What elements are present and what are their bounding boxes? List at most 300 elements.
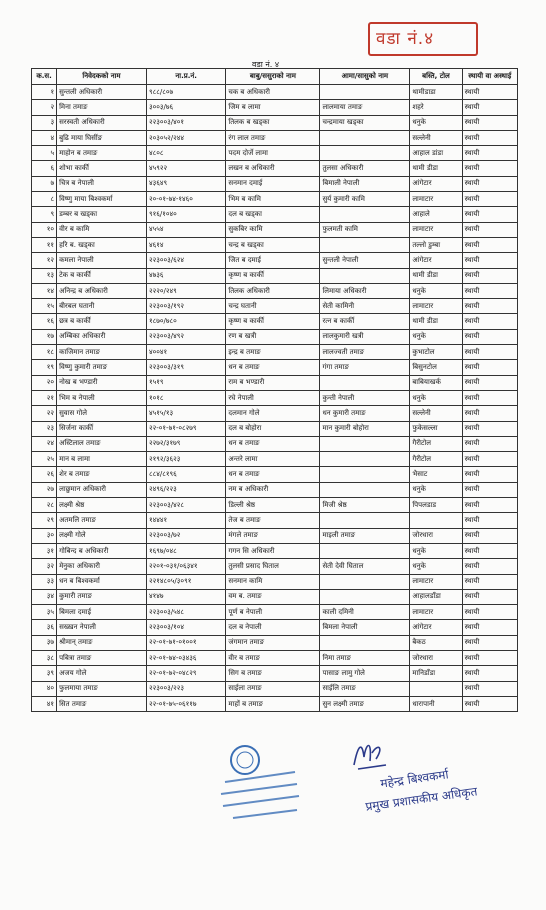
- table-row: [32, 390, 518, 405]
- table-cell: स्थायी: [462, 222, 517, 237]
- table-cell: स्थायी: [462, 513, 517, 528]
- table-cell: स्थायी: [462, 436, 517, 451]
- table-row: [32, 161, 518, 176]
- table-cell: शहरे: [410, 100, 462, 115]
- table-cell: छत्र ब कार्की: [57, 314, 147, 329]
- table-cell: रघे नेपाली: [226, 390, 320, 405]
- table-row: [32, 360, 518, 375]
- table-row: [32, 207, 518, 222]
- ward-stamp: [368, 22, 478, 56]
- table-cell: सुकबिर कामि: [226, 222, 320, 237]
- table-cell: २६: [32, 467, 57, 482]
- table-cell: चन्द्रमाया खड्का: [320, 115, 410, 130]
- table-cell: [320, 452, 410, 467]
- table-cell: २४९६/२२३: [146, 482, 225, 497]
- table-heading: वडा नं. ४: [252, 60, 280, 69]
- table-row: [32, 436, 518, 451]
- table-cell: स्थायी: [462, 253, 517, 268]
- table-row: [32, 222, 518, 237]
- table-cell: धन ब तमाङ: [226, 436, 320, 451]
- table-cell: ६: [32, 161, 57, 176]
- table-cell: [320, 467, 410, 482]
- table-cell: बिमला दमाई: [57, 605, 147, 620]
- table-cell: स्थायी: [462, 559, 517, 574]
- table-row: [32, 345, 518, 360]
- table-cell: स्थायी: [462, 375, 517, 390]
- table-cell: लामाटार: [410, 299, 462, 314]
- table-cell: २२३००३/३१९: [146, 360, 225, 375]
- table-cell: पबित्रा तमाङ: [57, 650, 147, 665]
- table-cell: स्थायी: [462, 85, 517, 100]
- table-cell: गगन सि अधिकारी: [226, 543, 320, 558]
- table-cell: २१: [32, 390, 57, 405]
- table-cell: स्थायी: [462, 467, 517, 482]
- table-cell: १९: [32, 360, 57, 375]
- table-cell: चक ब अधिकारी: [226, 85, 320, 100]
- table-cell: २५: [32, 452, 57, 467]
- table-cell: रंग लाल तमाङ: [226, 130, 320, 145]
- table-cell: जोरधारा: [410, 528, 462, 543]
- table-cell: सित तमाङ: [57, 696, 147, 711]
- table-row: [32, 635, 518, 650]
- table-cell: पदम दोर्जे लामा: [226, 146, 320, 161]
- table-cell: थामी डीडा: [410, 314, 462, 329]
- table-row: [32, 406, 518, 421]
- table-cell: ३२: [32, 559, 57, 574]
- table-cell: लाछुमान अधिकारी: [57, 482, 147, 497]
- table-row: [32, 192, 518, 207]
- table-cell: स्थायी: [462, 299, 517, 314]
- table-cell: जंगमान तमाङ: [226, 635, 320, 650]
- table-cell: बिसुनटोल: [410, 360, 462, 375]
- table-cell: धनुके: [410, 329, 462, 344]
- table-cell: १३: [32, 268, 57, 283]
- table-cell: [320, 574, 410, 589]
- table-cell: सेती कामिनी: [320, 299, 410, 314]
- table-cell: भिम ब नेपाली: [57, 390, 147, 405]
- table-cell: तुलसी प्रसाद घिताल: [226, 559, 320, 574]
- table-cell: [320, 375, 410, 390]
- table-cell: आहाल डांडा: [410, 146, 462, 161]
- table-cell: रण ब खत्री: [226, 329, 320, 344]
- table-cell: [320, 130, 410, 145]
- table-cell: ३७: [32, 635, 57, 650]
- table-cell: निमा तमाङ: [320, 650, 410, 665]
- table-row: [32, 375, 518, 390]
- table-cell: चित्र ब नेपाली: [57, 176, 147, 191]
- table-cell: लखन ब अधिकारी: [226, 161, 320, 176]
- table-cell: डम्बर ब खड्का: [57, 207, 147, 222]
- table-cell: आहाले: [410, 207, 462, 222]
- table-cell: ११: [32, 237, 57, 252]
- table-cell: २०-०१-७४-१४६०: [146, 192, 225, 207]
- table-cell: आहालडाँडा: [410, 589, 462, 604]
- table-cell: सुवास गोले: [57, 406, 147, 421]
- table-cell: [320, 237, 410, 252]
- table-cell: २२३००३/१०४: [146, 620, 225, 635]
- table-cell: स्थायी: [462, 650, 517, 665]
- column-header: बाबु/ससुराको नाम: [226, 69, 320, 85]
- municipality-seal: [205, 732, 315, 842]
- table-cell: लिमाया अधिकारी: [320, 283, 410, 298]
- column-header: बस्ति, टोल: [410, 69, 462, 85]
- table-cell: स्थायी: [462, 283, 517, 298]
- table-cell: स्थायी: [462, 589, 517, 604]
- table-cell: स्थायी: [462, 237, 517, 252]
- table-cell: [320, 85, 410, 100]
- table-cell: ३६: [32, 620, 57, 635]
- table-cell: सिर्जना कार्की: [57, 421, 147, 436]
- table-row: [32, 253, 518, 268]
- table-cell: [320, 482, 410, 497]
- table-cell: दल ब बोहोरा: [226, 421, 320, 436]
- table-cell: ३०: [32, 528, 57, 543]
- table-cell: ४०: [32, 681, 57, 696]
- table-cell: स्थायी: [462, 406, 517, 421]
- table-cell: २२-०१-७१-०८२७९: [146, 421, 225, 436]
- table-row: [32, 467, 518, 482]
- table-cell: स्थायी: [462, 146, 517, 161]
- column-header: निवेदकको नाम: [57, 69, 147, 85]
- table-cell: २२३००३/७२: [146, 528, 225, 543]
- table-cell: इन्द्र ब तमाङ: [226, 345, 320, 360]
- table-row: [32, 528, 518, 543]
- table-cell: २२३००३/४०१: [146, 115, 225, 130]
- table-cell: २२-०१-७१-०१००१: [146, 635, 225, 650]
- table-cell: २८: [32, 498, 57, 513]
- table-cell: २२०१-०३१/०६३४१: [146, 559, 225, 574]
- table-cell: स्थायी: [462, 115, 517, 130]
- table-cell: साईला तमाङ: [226, 681, 320, 696]
- column-header: स्थायी वा अस्थाई: [462, 69, 517, 85]
- table-cell: [320, 146, 410, 161]
- table-cell: धारापानी: [410, 696, 462, 711]
- table-cell: धनुके: [410, 559, 462, 574]
- table-cell: गैरीटोल: [410, 436, 462, 451]
- table-cell: नोख ब भण्डारी: [57, 375, 147, 390]
- table-cell: टेक ब कार्की: [57, 268, 147, 283]
- table-cell: माहों ब तमाङ: [226, 696, 320, 711]
- table-cell: अन्तरे लामा: [226, 452, 320, 467]
- table-cell: [320, 513, 410, 528]
- table-cell: स्थायी: [462, 482, 517, 497]
- table-cell: स्थायी: [462, 345, 517, 360]
- table-row: [32, 620, 518, 635]
- table-cell: लामाटार: [410, 574, 462, 589]
- table-cell: थामी डीडा: [410, 161, 462, 176]
- table-cell: स्थायी: [462, 574, 517, 589]
- table-cell: ३००३/७६: [146, 100, 225, 115]
- table-cell: स्थायी: [462, 498, 517, 513]
- table-cell: स्थायी: [462, 130, 517, 145]
- table-cell: स्थायी: [462, 605, 517, 620]
- table-cell: सुन्तली नेपाली: [320, 253, 410, 268]
- table-row: [32, 314, 518, 329]
- table-cell: फुलमाया तमाङ: [57, 681, 147, 696]
- table-cell: ७: [32, 176, 57, 191]
- table-cell: धन ब तमाङ: [226, 360, 320, 375]
- table-cell: [320, 543, 410, 558]
- table-cell: २२-०१-७४-०३४३६: [146, 650, 225, 665]
- table-cell: साईलि तमाङ: [320, 681, 410, 696]
- table-cell: ३३: [32, 574, 57, 589]
- table-cell: १५: [32, 299, 57, 314]
- table-row: [32, 543, 518, 558]
- table-cell: हरि ब. खड्का: [57, 237, 147, 252]
- table-row: [32, 589, 518, 604]
- table-cell: ४६१४: [146, 237, 225, 252]
- table-cell: स्थायी: [462, 192, 517, 207]
- table-row: [32, 115, 518, 130]
- table-cell: २२३००३/४९२: [146, 329, 225, 344]
- table-cell: धन ब बिश्वकर्मा: [57, 574, 147, 589]
- table-cell: २७: [32, 482, 57, 497]
- table-cell: १५१९: [146, 375, 225, 390]
- table-cell: कुमारी तमाङ: [57, 589, 147, 604]
- table-row: [32, 299, 518, 314]
- table-cell: स्थायी: [462, 620, 517, 635]
- table-cell: मेनुका अधिकारी: [57, 559, 147, 574]
- table-cell: स्थायी: [462, 176, 517, 191]
- table-cell: धनुके: [410, 283, 462, 298]
- table-cell: वीर ब तमाङ: [226, 650, 320, 665]
- table-cell: सुन लक्ष्मी तमाङ: [320, 696, 410, 711]
- table-cell: लामाटार: [410, 192, 462, 207]
- table-cell: ३५: [32, 605, 57, 620]
- table-cell: चन्द्र ब खड्का: [226, 237, 320, 252]
- table-cell: मानिडाँडा: [410, 666, 462, 681]
- table-cell: २२१४८०५/३०९१: [146, 574, 225, 589]
- table-cell: आंगेटार: [410, 176, 462, 191]
- table-cell: दल ब नेपाली: [226, 620, 320, 635]
- table-cell: गोबिन्द ब अधिकारी: [57, 543, 147, 558]
- table-cell: गंगा तमाङ: [320, 360, 410, 375]
- table-cell: दलमान गोले: [226, 406, 320, 421]
- table-cell: तल्लो डुम्बा: [410, 237, 462, 252]
- table-cell: सनमान दमाई: [226, 176, 320, 191]
- table-cell: अम्बिका अधिकारी: [57, 329, 147, 344]
- table-cell: स्थायी: [462, 452, 517, 467]
- table-row: [32, 237, 518, 252]
- table-cell: माइली तमाङ: [320, 528, 410, 543]
- table-cell: स्थायी: [462, 528, 517, 543]
- table-row: [32, 283, 518, 298]
- table-cell: २२३००३/२२३: [146, 681, 225, 696]
- table-cell: वीर ब कामि: [57, 222, 147, 237]
- table-row: [32, 421, 518, 436]
- table-cell: [410, 513, 462, 528]
- table-cell: २२३००३/४२८: [146, 498, 225, 513]
- table-cell: २०३०५२/२४४: [146, 130, 225, 145]
- table-cell: ३८: [32, 650, 57, 665]
- table-row: [32, 574, 518, 589]
- table-cell: धनुके: [410, 482, 462, 497]
- table-cell: रत्न ब कार्की: [320, 314, 410, 329]
- table-cell: धन ब तमाङ: [226, 467, 320, 482]
- table-cell: १०: [32, 222, 57, 237]
- table-cell: [320, 436, 410, 451]
- table-cell: फुकेसल्ला: [410, 421, 462, 436]
- table-cell: सिग ब तमाङ: [226, 666, 320, 681]
- table-cell: धनुके: [410, 390, 462, 405]
- table-cell: मिजी श्रेष्ठ: [320, 498, 410, 513]
- table-cell: स्थायी: [462, 681, 517, 696]
- table-row: [32, 452, 518, 467]
- table-cell: स्थायी: [462, 161, 517, 176]
- ward-stamp-text: वडा नं.४: [376, 29, 435, 49]
- table-row: [32, 146, 518, 161]
- table-cell: २: [32, 100, 57, 115]
- table-cell: ४००४१: [146, 345, 225, 360]
- table-cell: ४७३६: [146, 268, 225, 283]
- table-row: [32, 666, 518, 681]
- table-cell: स्थायी: [462, 421, 517, 436]
- table-cell: धन कुमारी तमाङ: [320, 406, 410, 421]
- table-cell: शोभा कार्की: [57, 161, 147, 176]
- table-cell: सल्लेनी: [410, 130, 462, 145]
- table-cell: ९: [32, 207, 57, 222]
- table-cell: विष्णु माया बिश्वकर्मा: [57, 192, 147, 207]
- table-cell: जित ब दमाई: [226, 253, 320, 268]
- table-cell: २२७२/३१७९: [146, 436, 225, 451]
- table-cell: ४५१५/१३: [146, 406, 225, 421]
- beneficiary-table: [31, 68, 518, 712]
- table-cell: लक्ष्मी श्रेष्ठ: [57, 498, 147, 513]
- table-cell: ३४: [32, 589, 57, 604]
- table-cell: आंगेटार: [410, 253, 462, 268]
- table-cell: थामीडाडा: [410, 85, 462, 100]
- table-cell: विष्णु कुमारी तमाङ: [57, 360, 147, 375]
- table-cell: नम ब अधिकारी: [226, 482, 320, 497]
- table-cell: सेती देवी घिताल: [320, 559, 410, 574]
- table-cell: [410, 681, 462, 696]
- table-cell: ९८८/८०७: [146, 85, 225, 100]
- table-cell: १४: [32, 283, 57, 298]
- table-cell: १८: [32, 345, 57, 360]
- table-cell: स्थायी: [462, 696, 517, 711]
- table-cell: बिमला नेपाली: [320, 620, 410, 635]
- table-cell: सरस्वती अधिकारी: [57, 115, 147, 130]
- table-cell: तुलसा अधिकारी: [320, 161, 410, 176]
- table-cell: ४३६४९: [146, 176, 225, 191]
- table-cell: स्थायी: [462, 268, 517, 283]
- table-cell: स्थायी: [462, 329, 517, 344]
- table-cell: कुन्ती नेपाली: [320, 390, 410, 405]
- table-cell: वम ब. तमाङ: [226, 589, 320, 604]
- column-header: आमा/सासुको नाम: [320, 69, 410, 85]
- table-cell: स्थायी: [462, 360, 517, 375]
- table-cell: भिम ब कामि: [226, 192, 320, 207]
- table-cell: आंगेटार: [410, 620, 462, 635]
- table-cell: काली दमिनी: [320, 605, 410, 620]
- table-cell: २१९२/३६२३: [146, 452, 225, 467]
- table-cell: स्थायी: [462, 543, 517, 558]
- table-cell: ४५९२२: [146, 161, 225, 176]
- table-cell: १८७०/७८०: [146, 314, 225, 329]
- table-cell: स्थायी: [462, 390, 517, 405]
- table-cell: लालज्वती तमाङ: [320, 345, 410, 360]
- table-cell: डिल्ली श्रेष्ठ: [226, 498, 320, 513]
- table-cell: लामाटार: [410, 222, 462, 237]
- table-cell: २२-०१-७२-०४८२९: [146, 666, 225, 681]
- table-cell: १६९७/०४८: [146, 543, 225, 558]
- table-cell: १२: [32, 253, 57, 268]
- table-cell: २२३००३/५४८: [146, 605, 225, 620]
- table-cell: २२३००३/६२४: [146, 253, 225, 268]
- table-cell: ४१: [32, 696, 57, 711]
- table-cell: बाबियाखर्क: [410, 375, 462, 390]
- table-cell: ४५५४: [146, 222, 225, 237]
- table-cell: [320, 207, 410, 222]
- table-cell: कृष्ण ब कार्की: [226, 268, 320, 283]
- table-cell: २९: [32, 513, 57, 528]
- table-cell: जिम ब लामा: [226, 100, 320, 115]
- table-cell: ३९: [32, 666, 57, 681]
- table-cell: सनमान कामि: [226, 574, 320, 589]
- table-cell: ३१: [32, 543, 57, 558]
- table-cell: धनुके: [410, 115, 462, 130]
- table-row: [32, 559, 518, 574]
- table-cell: मान कुमारी बोहोरा: [320, 421, 410, 436]
- table-cell: सख्खन नेपाली: [57, 620, 147, 635]
- table-cell: लालकुमारी खत्री: [320, 329, 410, 344]
- table-cell: [320, 635, 410, 650]
- signature: [350, 735, 390, 775]
- table-header-row: [32, 69, 518, 85]
- table-cell: बैकठ: [410, 635, 462, 650]
- table-cell: २२: [32, 406, 57, 421]
- table-cell: १: [32, 85, 57, 100]
- table-cell: ३: [32, 115, 57, 130]
- table-cell: ९१६/१०४०: [146, 207, 225, 222]
- table-cell: स्थायी: [462, 100, 517, 115]
- signatory-name: महेन्द्र बिश्वकर्मा: [379, 767, 450, 791]
- table-body: [32, 85, 518, 712]
- table-row: [32, 329, 518, 344]
- table-row: [32, 681, 518, 696]
- signatory-title: प्रमुख प्रशासकीय अधिकृत: [364, 784, 479, 814]
- table-cell: दल ब खड्का: [226, 207, 320, 222]
- table-row: [32, 130, 518, 145]
- table-row: [32, 268, 518, 283]
- table-cell: पासाङ लामु गोले: [320, 666, 410, 681]
- table-cell: ८: [32, 192, 57, 207]
- table-cell: पिपलडाड: [410, 498, 462, 513]
- table-cell: २४: [32, 436, 57, 451]
- table-cell: १४४४१: [146, 513, 225, 528]
- table-cell: पूर्ण ब नेपाली: [226, 605, 320, 620]
- table-row: [32, 650, 518, 665]
- table-cell: लामाटार: [410, 605, 462, 620]
- table-cell: काजिमान तमाङ: [57, 345, 147, 360]
- table-cell: तेज ब तमाङ: [226, 513, 320, 528]
- table-cell: मंगले तमाङ: [226, 528, 320, 543]
- table-cell: बिमाली नेपाली: [320, 176, 410, 191]
- table-cell: अतमलि तमाङ: [57, 513, 147, 528]
- table-cell: बीरबल घतानी: [57, 299, 147, 314]
- table-cell: स्थायी: [462, 207, 517, 222]
- table-cell: अस्टिलाल तमाङ: [57, 436, 147, 451]
- table-cell: शेर ब तमाङ: [57, 467, 147, 482]
- table-cell: [320, 268, 410, 283]
- table-row: [32, 176, 518, 191]
- table-row: [32, 482, 518, 497]
- column-header: ना.प्र.नं.: [146, 69, 225, 85]
- table-cell: ८८४/८१९६: [146, 467, 225, 482]
- table-cell: २२-०१-७५-०६११७: [146, 696, 225, 711]
- table-cell: स्थायी: [462, 314, 517, 329]
- table-cell: कमला नेपाली: [57, 253, 147, 268]
